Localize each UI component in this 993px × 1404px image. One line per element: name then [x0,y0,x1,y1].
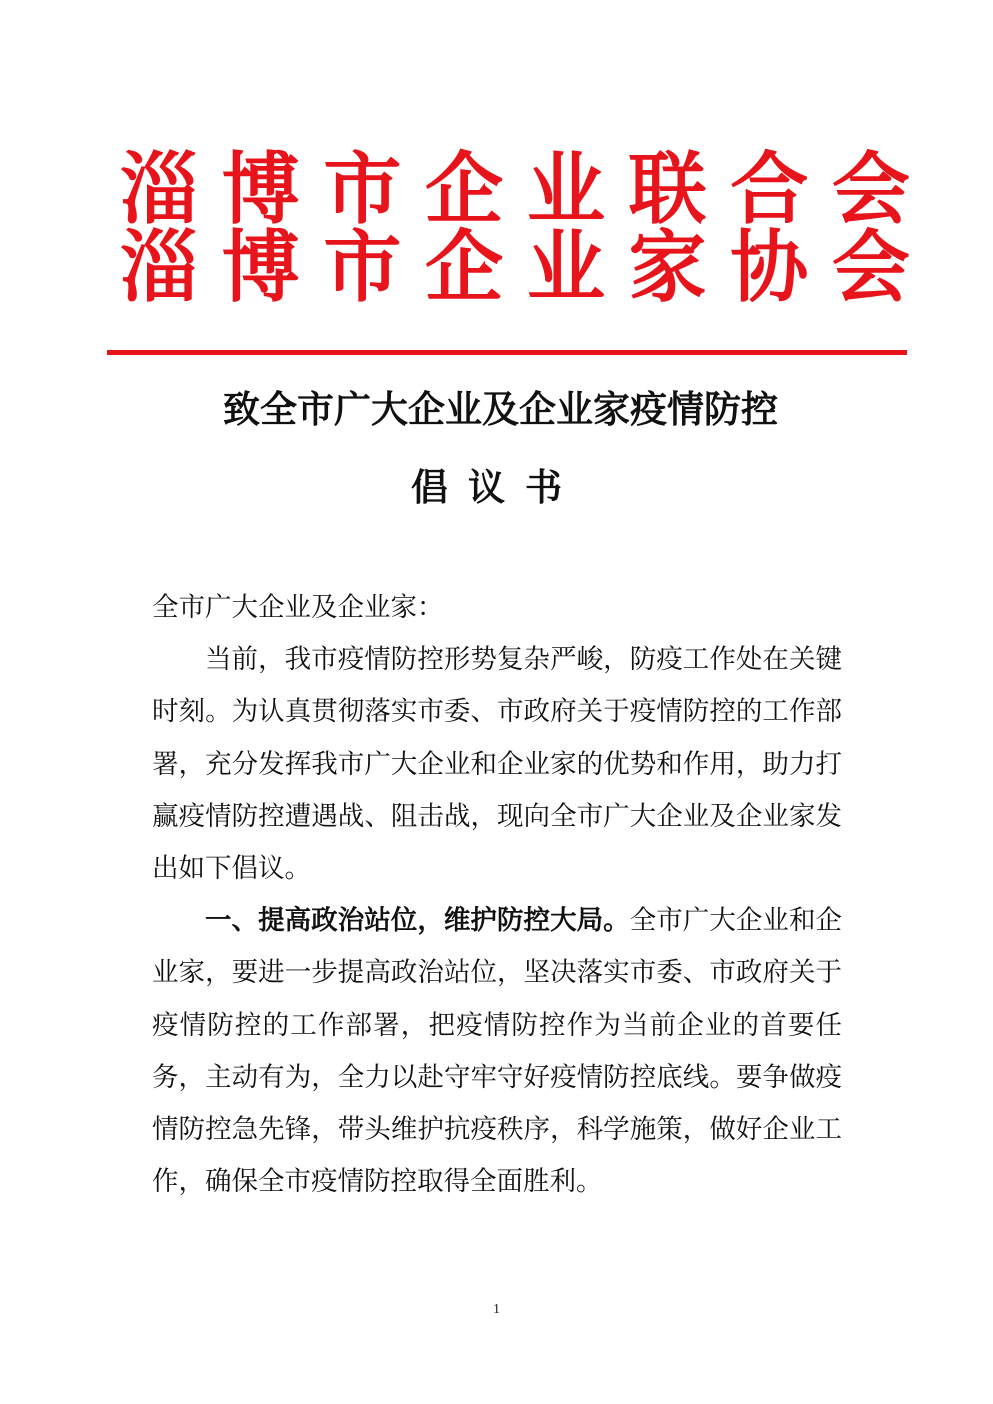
section-1-paragraph [152,895,842,1208]
letterhead-char: 淄 [120,222,199,313]
letterhead-char: 家 [628,222,707,313]
document-subtitle: 倡议书 [411,465,582,509]
letterhead-char: 业 [526,144,605,235]
letterhead-line-2 [120,222,910,313]
letterhead-char: 博 [221,222,300,313]
letterhead-char: 合 [730,144,809,235]
section-1-heading: 一、提高政治站位，维护防控大局。 [205,905,630,937]
document-title: 致全市广大企业及企业家疫情防控 [223,387,778,431]
letterhead-char: 淄 [120,144,199,235]
letterhead-char: 博 [221,144,300,235]
letterhead-divider [107,350,907,355]
letterhead-char: 会 [831,144,910,235]
salutation: 全市广大企业及企业家： [152,592,444,623]
letterhead-line-1 [120,144,910,235]
letterhead-char: 市 [323,144,402,235]
page-number: 1 [493,1302,500,1317]
intro-paragraph: 当前，我市疫情防控形势复杂严峻，防疫工作处在关键时刻。为认真贯彻落实市委、市政府关于疫情防控的工作部署，充分发挥我市广大企业和企业家的优势和作用，助力打赢疫情防控遭遇战、阻击战，现向全市广大企业及企业家发出如下倡议。 [152,644,842,885]
section-1-body: 全市广大企业和企业家，要进一步提高政治站位，坚决落实市委、市政府关于疫情防控的工作部署，把疫情防控作为当前企业的首要任务，主动有为，全力以赴守牢守好疫情防控底线。要争做疫情防控急先锋，带头维护抗疫秩序，科学施策，做好企业工作，确保全市疫情防控取得全面胜利。 [152,905,843,1198]
letterhead-char: 企 [425,144,504,235]
document-body [152,582,842,1208]
letterhead-char: 企 [425,222,504,313]
letterhead-char: 业 [526,222,605,313]
letterhead-char: 市 [323,222,402,313]
letterhead-char: 会 [831,222,910,313]
letterhead-char: 联 [628,144,707,235]
letterhead-char: 协 [730,222,809,313]
